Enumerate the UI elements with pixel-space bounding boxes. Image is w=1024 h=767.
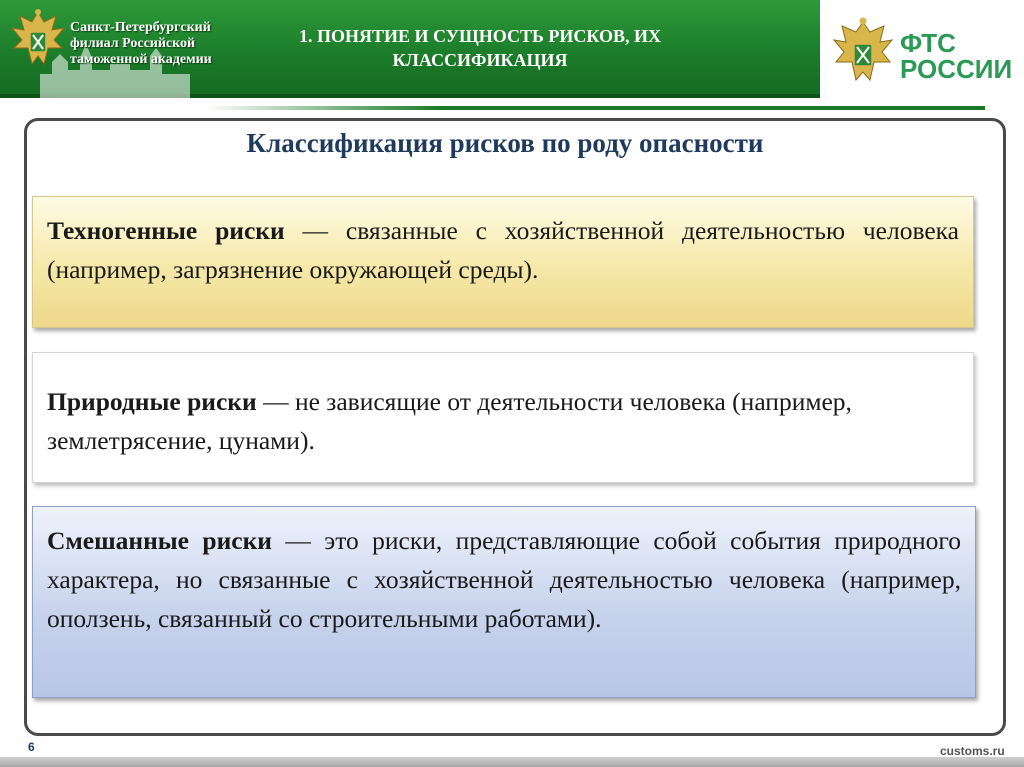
fts-logo-line-1: ФТС [900, 28, 956, 58]
risk-definition: — это риски, представляющие собой события природного характера, но связанные с хозяйственной деятельностью человека (например, оползень, связанный со строительными работами). [47, 526, 961, 633]
risk-term: Природные риски [47, 387, 257, 416]
risk-definition: — не зависящие от деятельности человека (например, землетрясение, цунами). [47, 387, 852, 455]
academy-name [70, 20, 260, 68]
footer-site-link[interactable]: customs.ru [940, 744, 1005, 758]
slide-title-line-1: 1. ПОНЯТИЕ И СУЩНОСТЬ РИСКОВ, ИХ [299, 26, 661, 46]
risk-term: Техногенные риски [47, 216, 285, 245]
section-subtitle: Классификация рисков по роду опасности [246, 128, 764, 158]
fts-eagle-emblem-icon [830, 14, 896, 92]
academy-line-2: филиал Российской [70, 36, 196, 51]
slide-header [0, 0, 1024, 100]
academy-line-1: Санкт-Петербургский [70, 20, 211, 35]
risk-card-technogenic [32, 196, 974, 328]
slide-title-line-2: КЛАССИФИКАЦИЯ [392, 50, 568, 70]
risk-term: Смешанные риски [47, 526, 272, 555]
page-number: 6 [28, 740, 35, 754]
slide-title [270, 24, 690, 72]
footer-bar [0, 757, 1024, 767]
risk-card-mixed [32, 506, 976, 698]
risk-card-natural [32, 352, 974, 483]
fts-logo [900, 30, 1012, 82]
fts-logo-line-2: РОССИИ [900, 54, 1013, 84]
risk-definition: — связанные с хозяйственной деятельностью человека (например, загрязнение окружающей среды). [47, 216, 959, 284]
academy-line-3: таможенной академии [70, 52, 212, 67]
header-divider [205, 106, 985, 110]
